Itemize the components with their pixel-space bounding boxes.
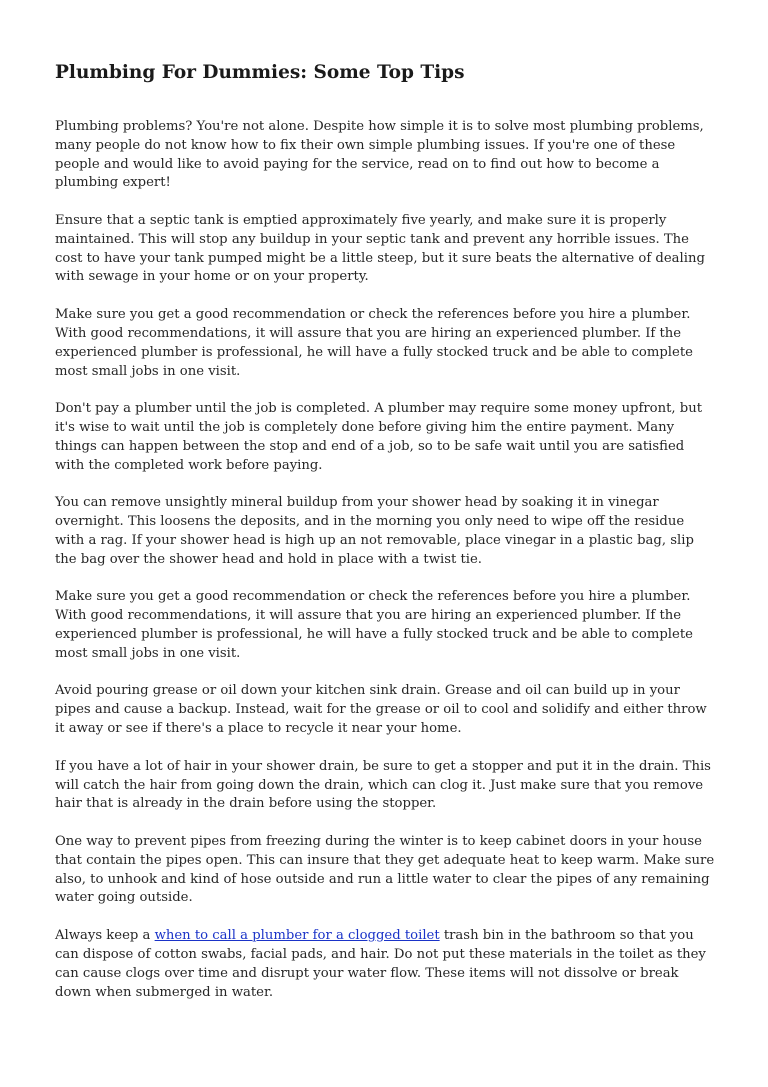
paragraph-trash-bin: [55, 927, 715, 1002]
paragraph-septic-tank: Ensure that a septic tank is emptied approximately five yearly, and make sure it is properly maintained. This will stop any buildup in your septic tank and prevent any horrible issues. The cost to have your tank pumped might be a little steep, but it sure beats the alternative of dealing with sewage in your home or on your property.: [55, 213, 705, 285]
document-page: [55, 58, 715, 1021]
paragraph-payment: Don't pay a plumber until the job is completed. A plumber may require some money upfront, but it's wise to wait until the job is completely done before giving him the entire payment. Many things can happen between the stop and end of a job, so to be safe wait until you are satisfied with the completed work before paying.: [55, 401, 703, 473]
paragraph-recommendation-repeat: Make sure you get a good recommendation or check the references before you hire a plumber. With good recommendations, it will assure that you are hiring an experienced plumber. If the experienced plumber is professional, he will have a fully stocked truck and be able to complete most small jobs in one visit.: [55, 589, 693, 661]
page-title: Plumbing For Dummies: Some Top Tips: [55, 62, 465, 83]
paragraph-intro: Plumbing problems? You're not alone. Despite how simple it is to solve most plumbing problems, many people do not know how to fix their own simple plumbing issues. If you're one of these people and would like to avoid paying for the service, read on to find out how to become a plumbing expert!: [55, 119, 704, 191]
paragraph-hair-drain: If you have a lot of hair in your shower drain, be sure to get a stopper and put it in the drain. This will catch the hair from going down the drain, which can clog it. Just make sure that you remove hair that is already in the drain before using the stopper.: [55, 758, 711, 812]
paragraph-shower-head: You can remove unsightly mineral buildup from your shower head by soaking it in vinegar overnight. This loosens the deposits, and in the morning you only need to wipe off the residue with a rag. If your shower head is high up an not removable, place vinegar in a plastic bag, slip the bag over the shower head and hold in place with a twist tie.: [55, 495, 694, 567]
paragraph-text-after-link: trash bin in the bathroom so that you can dispose of cotton swabs, facial pads, and hair. Do not put these materials in the toilet as they can cause clogs over time and disrupt your water flow. These items will not dissolve or break down when submerged in water.: [55, 928, 706, 1000]
paragraph-grease: Avoid pouring grease or oil down your kitchen sink drain. Grease and oil can build up in your pipes and cause a backup. Instead, wait for the grease or oil to cool and solidify and either throw it away or see if there's a place to recycle it near your home.: [55, 683, 707, 737]
paragraph-recommendation: Make sure you get a good recommendation or check the references before you hire a plumber. With good recommendations, it will assure that you are hiring an experienced plumber. If the experienced plumber is professional, he will have a fully stocked truck and be able to complete most small jobs in one visit.: [55, 307, 693, 379]
paragraph-freezing-pipes: One way to prevent pipes from freezing during the winter is to keep cabinet doors in your house that contain the pipes open. This can insure that they get adequate heat to keep warm. Make sure also, to unhook and kind of hose outside and run a little water to clear the pipes of any remaining water going outside.: [55, 834, 715, 906]
clogged-toilet-link[interactable]: when to call a plumber for a clogged toilet: [154, 928, 440, 944]
paragraph-text-before-link: Always keep a: [55, 928, 155, 944]
